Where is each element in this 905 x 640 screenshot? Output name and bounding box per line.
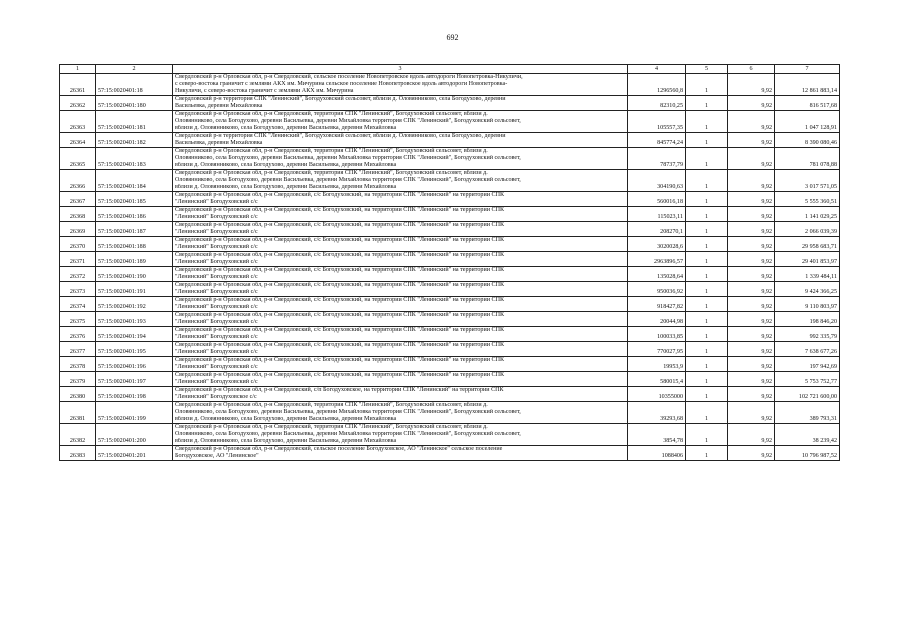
row-number: 26372 — [60, 267, 96, 282]
row-number: 26371 — [60, 252, 96, 267]
rate-value: 9,92 — [728, 357, 775, 372]
description-line: Свердловский р-н Орловская обл, р-н Свердловский, с/с Богодуховский, на территории СПК "Ленинский" на территории СПК — [175, 282, 505, 288]
table-row — [60, 74, 840, 96]
location-description — [173, 342, 628, 357]
table-row — [60, 133, 840, 148]
location-description — [173, 133, 628, 148]
description-line: Оловянниково, села Богодухово, деревни Васильевка, деревни Михайловка территория СПК "Ленинский", Богодуховский сельсовет, — [175, 177, 521, 183]
cadastral-number: 57:15:0020401:188 — [96, 237, 173, 252]
cadastral-number: 57:15:0020401:182 — [96, 133, 173, 148]
description-line: "Ленинский" Богодуховский с/с — [175, 274, 258, 280]
count-value: 1 — [686, 327, 728, 342]
row-number: 26366 — [60, 170, 96, 192]
description-line: Свердловский р-н Орловская обл, р-н Свердловский, с/с Богодуховский, на территории СПК "Ленинский" на территории СПК — [175, 237, 505, 243]
rate-value: 9,92 — [728, 237, 775, 252]
description-line: Свердловский р-н Орловская обл, р-н Свердловский, с/с Богодуховский, на территории СПК "Ленинский" на территории СПК — [175, 297, 505, 303]
cadastral-value: 1 339 484,11 — [775, 267, 840, 282]
cadastral-value: 9 424 366,25 — [775, 282, 840, 297]
table-row — [60, 372, 840, 387]
description-line: вблизи д. Оловянниково, села Богодухово, деревни Васильевка, деревни Михайловка — [175, 416, 397, 422]
row-number: 26375 — [60, 312, 96, 327]
description-line: Оловянниково, села Богодухово, деревни Васильевка, деревни Михайловка территория СПК "Ленинский", Богодуховский сельсовет, — [175, 155, 521, 161]
description-line: "Ленинский" Богодуховский с/с — [175, 364, 258, 370]
description-line: Оловянниково, села Богодухово, деревни Васильевка, деревни Михайловка территория СПК "Ленинский", Богодуховский сельсовет, — [175, 431, 521, 437]
cadastral-number: 57:15:0020401:198 — [96, 387, 173, 402]
row-number: 26378 — [60, 357, 96, 372]
count-value: 1 — [686, 312, 728, 327]
cadastral-value: 816 517,68 — [775, 96, 840, 111]
table-row — [60, 252, 840, 267]
rate-value: 9,92 — [728, 74, 775, 96]
rate-value: 9,92 — [728, 192, 775, 207]
description-line: Свердловский р-н Орловская обл, р-н Свердловский, территория СПК "Ленинский", Богодуховский сельсовет, вблизи д. — [175, 170, 488, 176]
description-line: "Ленинский" Богодуховский с/с — [175, 304, 258, 310]
row-number: 26380 — [60, 387, 96, 402]
column-header: 3 — [173, 65, 628, 74]
area-value: 105557,35 — [628, 111, 686, 133]
rate-value: 9,92 — [728, 133, 775, 148]
location-description — [173, 387, 628, 402]
cadastral-number: 57:15:0020401:199 — [96, 402, 173, 424]
row-number: 26381 — [60, 402, 96, 424]
count-value: 1 — [686, 267, 728, 282]
count-value: 1 — [686, 446, 728, 461]
description-line: Свердловский р-н Орловская обл, р-н Свердловский, с/с Богодуховский, на территории СПК "Ленинский" на территории СПК — [175, 342, 505, 348]
row-number: 26382 — [60, 424, 96, 446]
cadastral-value: 198 846,20 — [775, 312, 840, 327]
table-row — [60, 111, 840, 133]
area-value: 3020028,6 — [628, 237, 686, 252]
cadastral-value: 2 066 039,39 — [775, 222, 840, 237]
description-line: Свердловский р-н Орловская обл, р-н Свердловский, с/с Богодуховский, на территории СПК "Ленинский" на территории СПК — [175, 327, 505, 333]
row-number: 26374 — [60, 297, 96, 312]
row-number: 26379 — [60, 372, 96, 387]
location-description — [173, 237, 628, 252]
location-description — [173, 297, 628, 312]
location-description — [173, 267, 628, 282]
table-row — [60, 222, 840, 237]
area-value: 10355000 — [628, 387, 686, 402]
rate-value: 9,92 — [728, 327, 775, 342]
cadastral-number: 57:15:0020401:195 — [96, 342, 173, 357]
count-value: 1 — [686, 133, 728, 148]
location-description — [173, 111, 628, 133]
description-line: Оловянниково, села Богодухово, деревни Васильевка, деревни Михайловка территория СПК "Ленинский", Богодуховский сельсовет, — [175, 118, 521, 124]
description-line: Свердловский р-н Орловская обл, р-н Свердловский, с/с Богодуховский, на территории СПК "Ленинский" на территории СПК — [175, 312, 505, 318]
count-value: 1 — [686, 192, 728, 207]
count-value: 1 — [686, 148, 728, 170]
rate-value: 9,92 — [728, 282, 775, 297]
description-line: Свердловский р-н Орловская обл, р-н Свердловский, с/с Богодуховский, на территории СПК "Ленинский" на территории СПК — [175, 222, 505, 228]
description-line: Свердловский р-н территория СПК "Ленинский", Богодуховский сельсовет, вблизи д. Оловянниково, села Богодухово, деревни — [175, 96, 506, 102]
rate-value: 9,92 — [728, 342, 775, 357]
cadastral-number: 57:15:0020401:197 — [96, 372, 173, 387]
cadastral-number: 57:15:0020401:183 — [96, 148, 173, 170]
row-number: 26370 — [60, 237, 96, 252]
rate-value: 9,92 — [728, 252, 775, 267]
rate-value: 9,92 — [728, 207, 775, 222]
location-description — [173, 312, 628, 327]
count-value: 1 — [686, 74, 728, 96]
description-line: Свердловский р-н Орловская обл, р-н Свердловский, территория СПК "Ленинский", Богодуховский сельсовет, вблизи д. — [175, 148, 488, 154]
cadastral-number: 57:15:0020401:180 — [96, 96, 173, 111]
column-header: 4 — [628, 65, 686, 74]
location-description — [173, 96, 628, 111]
area-value: 39293,68 — [628, 402, 686, 424]
description-line: Свердловский р-н Орловская обл, р-н Свердловский, сельское поселение Новопетровское вдоль автодороги Новопетровка-Никуличи, — [175, 74, 523, 80]
rate-value: 9,92 — [728, 446, 775, 461]
location-description — [173, 207, 628, 222]
area-value: 845774,24 — [628, 133, 686, 148]
count-value: 1 — [686, 222, 728, 237]
description-line: Никуличи, с северо-востока граничит с землями АКХ им. Мичурина — [175, 88, 354, 94]
description-line: Свердловский р-н Орловская обл, р-н Свердловский, с/п Богодуховское, на территории СПК "Ленинский" на территории СПК — [175, 387, 504, 393]
cadastral-value: 5 555 360,51 — [775, 192, 840, 207]
location-description — [173, 446, 628, 461]
rate-value: 9,92 — [728, 387, 775, 402]
location-description — [173, 327, 628, 342]
description-line: Свердловский р-н Орловская обл, р-н Свердловский, с/с Богодуховский, на территории СПК "Ленинский" на территории СПК — [175, 192, 505, 198]
description-line: вблизи д. Оловянниково, села Богодухово, деревни Васильевка, деревни Михайловка — [175, 184, 397, 190]
rate-value: 9,92 — [728, 402, 775, 424]
table-row — [60, 424, 840, 446]
cadastral-number: 57:15:0020401:189 — [96, 252, 173, 267]
row-number: 26367 — [60, 192, 96, 207]
description-line: "Ленинский" Богодуховский с/с — [175, 334, 258, 340]
description-line: вблизи д. Оловянниково, села Богодухово, деревни Васильевка, деревни Михайловка — [175, 438, 397, 444]
column-number-row — [60, 65, 840, 74]
cadastral-value: 1 047 128,91 — [775, 111, 840, 133]
description-line: Свердловский р-н Орловская обл, р-н Свердловский, с/с Богодуховский, на территории СПК "Ленинский" на территории СПК — [175, 357, 505, 363]
description-line: "Ленинский" Богодуховский с/с — [175, 229, 258, 235]
location-description — [173, 402, 628, 424]
cadastral-number: 57:15:0020401:184 — [96, 170, 173, 192]
description-line: Свердловский р-н Орловская обл, р-н Свердловский, территория СПК "Ленинский", Богодуховский сельсовет, вблизи д. — [175, 402, 488, 408]
row-number: 26383 — [60, 446, 96, 461]
location-description — [173, 170, 628, 192]
area-value: 100033,85 — [628, 327, 686, 342]
description-line: "Ленинский" Богодуховский с/с — [175, 289, 258, 295]
description-line: с северо-востока граничит с землями АКХ им. Мичурина сельское поселение Новопетровское вдоль автодороги Новопетровка- — [175, 81, 508, 87]
column-header: 1 — [60, 65, 96, 74]
page-number: 692 — [446, 33, 459, 42]
description-line: Васильевка, деревни Михайловка — [175, 140, 263, 146]
cadastral-value: 1 141 029,25 — [775, 207, 840, 222]
description-line: "Ленинский" Богодуховский с/с — [175, 349, 258, 355]
row-number: 26364 — [60, 133, 96, 148]
area-value: 1296560,8 — [628, 74, 686, 96]
cadastral-value: 29 958 683,71 — [775, 237, 840, 252]
area-value: 115023,11 — [628, 207, 686, 222]
description-line: Богодуховское, АО "Ленинское" — [175, 453, 259, 459]
column-header: 6 — [728, 65, 775, 74]
count-value: 1 — [686, 111, 728, 133]
cadastral-value: 389 793,31 — [775, 402, 840, 424]
rate-value: 9,92 — [728, 372, 775, 387]
count-value: 1 — [686, 207, 728, 222]
count-value: 1 — [686, 402, 728, 424]
area-value: 2963896,57 — [628, 252, 686, 267]
description-line: "Ленинский" Богодуховский с/с — [175, 214, 258, 220]
area-value: 3854,78 — [628, 424, 686, 446]
table-row — [60, 446, 840, 461]
rate-value: 9,92 — [728, 424, 775, 446]
table-row — [60, 96, 840, 111]
cadastral-number: 57:15:0020401:190 — [96, 267, 173, 282]
count-value: 1 — [686, 387, 728, 402]
cadastral-number: 57:15:0020401:194 — [96, 327, 173, 342]
location-description — [173, 74, 628, 96]
description-line: Свердловский р-н Орловская обл, р-н Свердловский, с/с Богодуховский, на территории СПК "Ленинский" на территории СПК — [175, 207, 505, 213]
table-row — [60, 327, 840, 342]
area-value: 82310,25 — [628, 96, 686, 111]
table-row — [60, 312, 840, 327]
location-description — [173, 372, 628, 387]
description-line: Свердловский р-н Орловская обл, р-н Свердловский, территория СПК "Ленинский", Богодуховский сельсовет, вблизи д. — [175, 424, 488, 430]
cadastral-number: 57:15:0020401:181 — [96, 111, 173, 133]
cadastral-value-table — [59, 64, 840, 461]
count-value: 1 — [686, 372, 728, 387]
count-value: 1 — [686, 342, 728, 357]
description-line: Васильевка, деревни Михайловка — [175, 103, 263, 109]
area-value: 950036,92 — [628, 282, 686, 297]
cadastral-number: 57:15:0020401:185 — [96, 192, 173, 207]
cadastral-number: 57:15:0020401:192 — [96, 297, 173, 312]
area-value: 135028,64 — [628, 267, 686, 282]
rate-value: 9,92 — [728, 222, 775, 237]
location-description — [173, 192, 628, 207]
rate-value: 9,92 — [728, 148, 775, 170]
cadastral-value: 3 017 571,05 — [775, 170, 840, 192]
table-row — [60, 148, 840, 170]
description-line: вблизи д. Оловянниково, села Богодухово, деревни Васильевка, деревни Михайловка — [175, 162, 397, 168]
cadastral-value: 5 753 752,77 — [775, 372, 840, 387]
cadastral-value: 8 390 080,46 — [775, 133, 840, 148]
description-line: Свердловский р-н Орловская обл, р-н Свердловский, с/с Богодуховский, на территории СПК "Ленинский" на территории СПК — [175, 267, 505, 273]
location-description — [173, 252, 628, 267]
cadastral-value: 197 942,69 — [775, 357, 840, 372]
column-header: 7 — [775, 65, 840, 74]
description-line: Свердловский р-н Орловская обл, р-н Свердловский, сельское поселение Богодуховское, АО "Ленинское" сельское поселение — [175, 446, 503, 452]
cadastral-value: 102 721 600,00 — [775, 387, 840, 402]
column-header: 5 — [686, 65, 728, 74]
cadastral-number: 57:15:0020401:201 — [96, 446, 173, 461]
rate-value: 9,92 — [728, 111, 775, 133]
count-value: 1 — [686, 252, 728, 267]
table-row — [60, 267, 840, 282]
row-number: 26363 — [60, 111, 96, 133]
cadastral-value: 992 335,79 — [775, 327, 840, 342]
cadastral-number: 57:15:0020401:186 — [96, 207, 173, 222]
cadastral-value: 7 638 677,26 — [775, 342, 840, 357]
table-row — [60, 297, 840, 312]
location-description — [173, 282, 628, 297]
rate-value: 9,92 — [728, 312, 775, 327]
location-description — [173, 424, 628, 446]
cadastral-number: 57:15:0020401:196 — [96, 357, 173, 372]
count-value: 1 — [686, 237, 728, 252]
rate-value: 9,92 — [728, 170, 775, 192]
cadastral-value: 9 110 803,97 — [775, 297, 840, 312]
count-value: 1 — [686, 96, 728, 111]
cadastral-value: 38 239,42 — [775, 424, 840, 446]
location-description — [173, 148, 628, 170]
row-number: 26361 — [60, 74, 96, 96]
description-line: Оловянниково, села Богодухово, деревни Васильевка, деревни Михайловка территория СПК "Ленинский", Богодуховский сельсовет, — [175, 409, 521, 415]
description-line: "Ленинский" Богодуховский с/с — [175, 199, 258, 205]
cadastral-value: 29 401 853,97 — [775, 252, 840, 267]
cadastral-number: 57:15:0020401:200 — [96, 424, 173, 446]
cadastral-value: 10 796 987,52 — [775, 446, 840, 461]
table-row — [60, 342, 840, 357]
area-value: 560016,18 — [628, 192, 686, 207]
cadastral-value: 781 078,88 — [775, 148, 840, 170]
area-value: 918427,82 — [628, 297, 686, 312]
table-row — [60, 387, 840, 402]
cadastral-number: 57:15:0020401:18 — [96, 74, 173, 96]
rate-value: 9,92 — [728, 267, 775, 282]
count-value: 1 — [686, 170, 728, 192]
cadastral-number: 57:15:0020401:191 — [96, 282, 173, 297]
description-line: Свердловский р-н Орловская обл, р-н Свердловский, территория СПК "Ленинский", Богодуховский сельсовет, вблизи д. — [175, 111, 488, 117]
cadastral-number: 57:15:0020401:187 — [96, 222, 173, 237]
area-value: 1088406 — [628, 446, 686, 461]
row-number: 26368 — [60, 207, 96, 222]
location-description — [173, 222, 628, 237]
cadastral-number: 57:15:0020401:193 — [96, 312, 173, 327]
description-line: "Ленинский" Богодуховский с/с — [175, 379, 258, 385]
row-number: 26365 — [60, 148, 96, 170]
location-description — [173, 357, 628, 372]
count-value: 1 — [686, 424, 728, 446]
count-value: 1 — [686, 357, 728, 372]
rate-value: 9,92 — [728, 297, 775, 312]
row-number: 26369 — [60, 222, 96, 237]
description-line: "Ленинский" Богодуховский с/с — [175, 244, 258, 250]
table-row — [60, 357, 840, 372]
area-value: 304190,63 — [628, 170, 686, 192]
area-value: 78737,79 — [628, 148, 686, 170]
description-line: Свердловский р-н Орловская обл, р-н Свердловский, с/с Богодуховский, на территории СПК "Ленинский" на территории СПК — [175, 252, 505, 258]
table-row — [60, 170, 840, 192]
area-value: 208270,1 — [628, 222, 686, 237]
description-line: "Ленинский" Богодуховский с/с — [175, 259, 258, 265]
cadastral-value: 12 861 883,14 — [775, 74, 840, 96]
description-line: "Ленинский" Богодуховское с/с — [175, 394, 257, 400]
count-value: 1 — [686, 282, 728, 297]
table-row — [60, 402, 840, 424]
table-row — [60, 282, 840, 297]
row-number: 26373 — [60, 282, 96, 297]
row-number: 26362 — [60, 96, 96, 111]
description-line: "Ленинский" Богодуховский с/с — [175, 319, 258, 325]
description-line: Свердловский р-н территория СПК "Ленинский", Богодуховский сельсовет, вблизи д. Оловянниково, села Богодухово, деревни — [175, 133, 506, 139]
area-value: 20044,98 — [628, 312, 686, 327]
rate-value: 9,92 — [728, 96, 775, 111]
area-value: 770027,95 — [628, 342, 686, 357]
table-row — [60, 237, 840, 252]
description-line: Свердловский р-н Орловская обл, р-н Свердловский, с/с Богодуховский, на территории СПК "Ленинский" на территории СПК — [175, 372, 505, 378]
row-number: 26376 — [60, 327, 96, 342]
row-number: 26377 — [60, 342, 96, 357]
table-row — [60, 207, 840, 222]
area-value: 580015,4 — [628, 372, 686, 387]
table-row — [60, 192, 840, 207]
column-header: 2 — [96, 65, 173, 74]
count-value: 1 — [686, 297, 728, 312]
area-value: 19953,9 — [628, 357, 686, 372]
description-line: вблизи д. Оловянниково, села Богодухово, деревни Васильевка, деревни Михайловка — [175, 125, 397, 131]
